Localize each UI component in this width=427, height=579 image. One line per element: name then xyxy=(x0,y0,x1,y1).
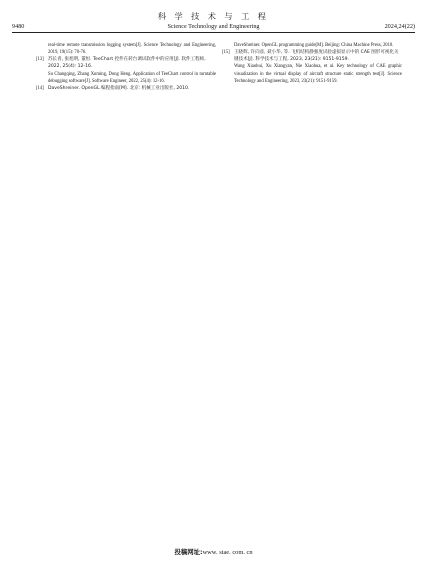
journal-title-cn: 科 学 技 术 与 工 程 xyxy=(157,12,270,21)
reference-continuation: DaveShreiner. OpenGL programming guide[M]. Beijing: China Machine Press, 2010. xyxy=(234,43,394,48)
reference-text-cn: DaveShreiner. OpenGL 编程指南[M]. 北京: 机械工业出版社, 2010. xyxy=(48,85,190,91)
reference-number: [13] xyxy=(36,57,44,63)
footer-label: 投稿网址: xyxy=(174,548,203,556)
reference-continuation: real-time remote transmission logging system[J]. Science Technology and Engineering, 2019, 19(15): 70-76. xyxy=(48,43,216,56)
page-footer xyxy=(0,547,427,556)
reference-item xyxy=(36,56,216,85)
reference-text-en: Wang Xiaohui, Xu Xiangyan, Nie Xiaohua, et al. Key technology of CAE graphic visualization in the virtual display of aircraft structure static strength test[J]. Science Technology and Engineering, 2023, 23(21): 9151-9159. xyxy=(234,64,402,84)
reference-text-en: Su Changqing, Zhang Xuming, Dong Heng. Application of TeeChart control in turntable debugging software[J]. Software Engineer, 2022, 25(4): 12-16. xyxy=(48,71,216,84)
reference-column-right xyxy=(222,42,402,85)
journal-title-en: Science Technology and Engineering xyxy=(167,23,260,30)
reference-text-cn: 王晓辉, 许向彦, 聂小华, 等. 飞机结构静强度试验虚拟显示中的 CAE 图形可视化关键技术[J]. 科学技术与工程, 2023, 23(21): 9151-9159. xyxy=(234,50,399,63)
footer-url[interactable]: www. stae. com. cn xyxy=(202,549,253,556)
reference-item xyxy=(222,49,402,85)
reference-number: [15] xyxy=(222,50,230,56)
reference-column-left xyxy=(36,42,216,92)
header-rule xyxy=(12,32,415,33)
reference-text-cn: 苏长青, 张旭明, 董恒. TeeChart 控件在转台调试软件中的应用[J]. 软件工程师, 2022, 25(4): 12-16. xyxy=(48,57,206,70)
volume-issue: 2024,24(22) xyxy=(384,23,415,30)
reference-number: [14] xyxy=(36,85,44,91)
page-number: 9480 xyxy=(12,23,25,30)
reference-item xyxy=(36,85,216,92)
